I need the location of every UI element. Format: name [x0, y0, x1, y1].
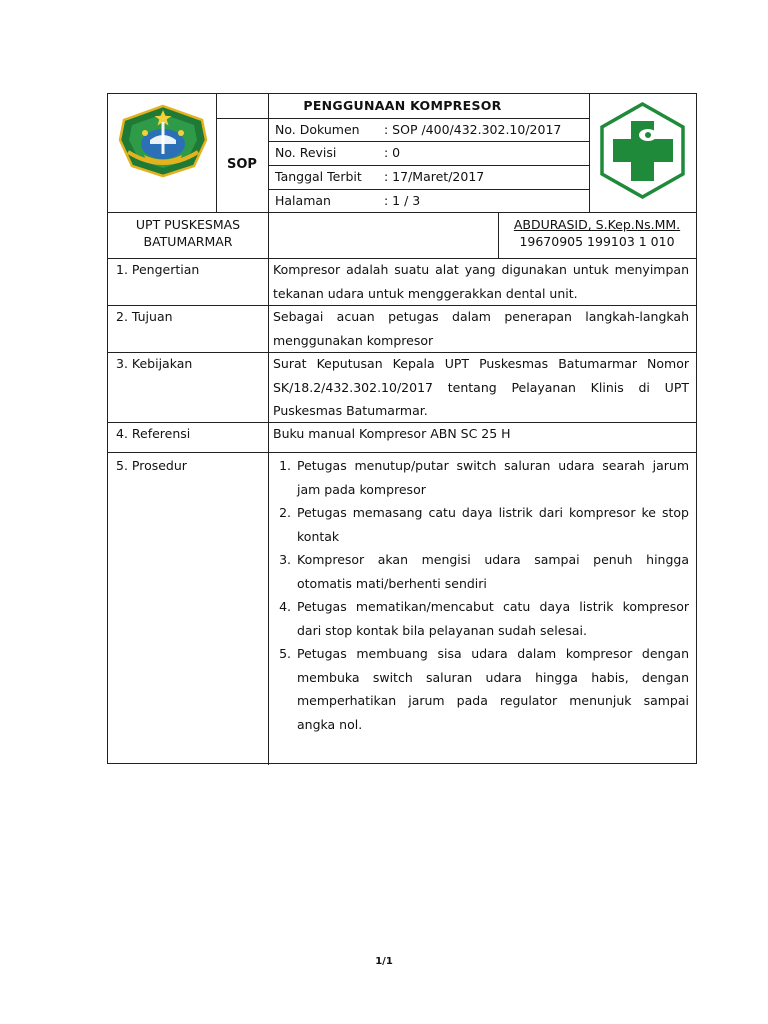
procedure-step: 1. Petugas menutup/putar switch saluran udara searah jarum jam pada kompresor [295, 454, 689, 501]
section-text-pengertian: Kompresor adalah suatu alat yang digunakan untuk menyimpan tekanan udara untuk menggerakkan dental unit. [273, 262, 689, 301]
section-label-kebijakan: 3. Kebijakan [116, 356, 193, 371]
sop-label: SOP [227, 157, 257, 172]
page-value: : 1 / 3 [384, 193, 421, 208]
institution-line-1: UPT PUSKESMAS [135, 217, 241, 232]
divider [108, 452, 696, 453]
procedure-step: 2. Petugas memasang catu daya listrik dari kompresor ke stop kontak [295, 501, 689, 548]
revision-label: No. Revisi [275, 145, 337, 160]
divider [268, 94, 269, 765]
procedure-step: 3. Kompresor akan mengisi udara sampai penuh hingga otomatis mati/berhenti sendiri [295, 548, 689, 595]
procedure-list [273, 454, 689, 736]
section-text-referensi: Buku manual Kompresor ABN SC 25 H [273, 426, 511, 441]
institution-line-2: BATUMARMAR [143, 234, 233, 249]
regency-emblem-icon [114, 100, 212, 206]
doc-number-label: No. Dokumen [275, 122, 360, 137]
institution-name [108, 216, 268, 258]
section-label-pengertian: 1. Pengertian [116, 262, 200, 277]
section-label-tujuan: 2. Tujuan [116, 309, 173, 324]
section-label-referensi: 4. Referensi [116, 426, 191, 441]
page-title: PENGGUNAAN KOMPRESOR [303, 98, 502, 113]
signature-block [498, 216, 696, 258]
issue-date-value: : 17/Maret/2017 [384, 169, 485, 184]
procedure-step: 5. Petugas membuang sisa udara dalam kompresor dengan membuka switch saluran udara hingga habis, dengan memperhatikan jarum pada regulator menunjuk sampai angka nol. [295, 642, 689, 736]
signer-nip: 19670905 199103 1 010 [519, 234, 675, 249]
procedure-step: 4. Petugas mematikan/mencabut catu daya listrik kompresor dari stop kontak bila pelayanan sudah selesai. [295, 595, 689, 642]
page-label: Halaman [275, 193, 331, 208]
signer-name: ABDURASID, S.Kep.Ns.MM. [513, 217, 681, 232]
section-text-kebijakan: Surat Keputusan Kepala UPT Puskesmas Batumarmar Nomor SK/18.2/432.302.10/2017 tentang Pelayanan Klinis di UPT Puskesmas Batumarmar. [273, 356, 689, 418]
doc-number-value: : SOP /400/432.302.10/2017 [384, 122, 562, 137]
page-number: 1/1 [375, 956, 393, 967]
revision-value: : 0 [384, 145, 401, 160]
issue-date-label: Tanggal Terbit [275, 169, 362, 184]
section-text-tujuan: Sebagai acuan petugas dalam penerapan langkah-langkah menggunakan kompresor [273, 309, 689, 348]
section-label-prosedur: 5. Prosedur [116, 458, 187, 473]
divider [108, 212, 696, 213]
puskesmas-cross-hexagon-icon [589, 94, 696, 212]
sop-document [107, 93, 697, 764]
